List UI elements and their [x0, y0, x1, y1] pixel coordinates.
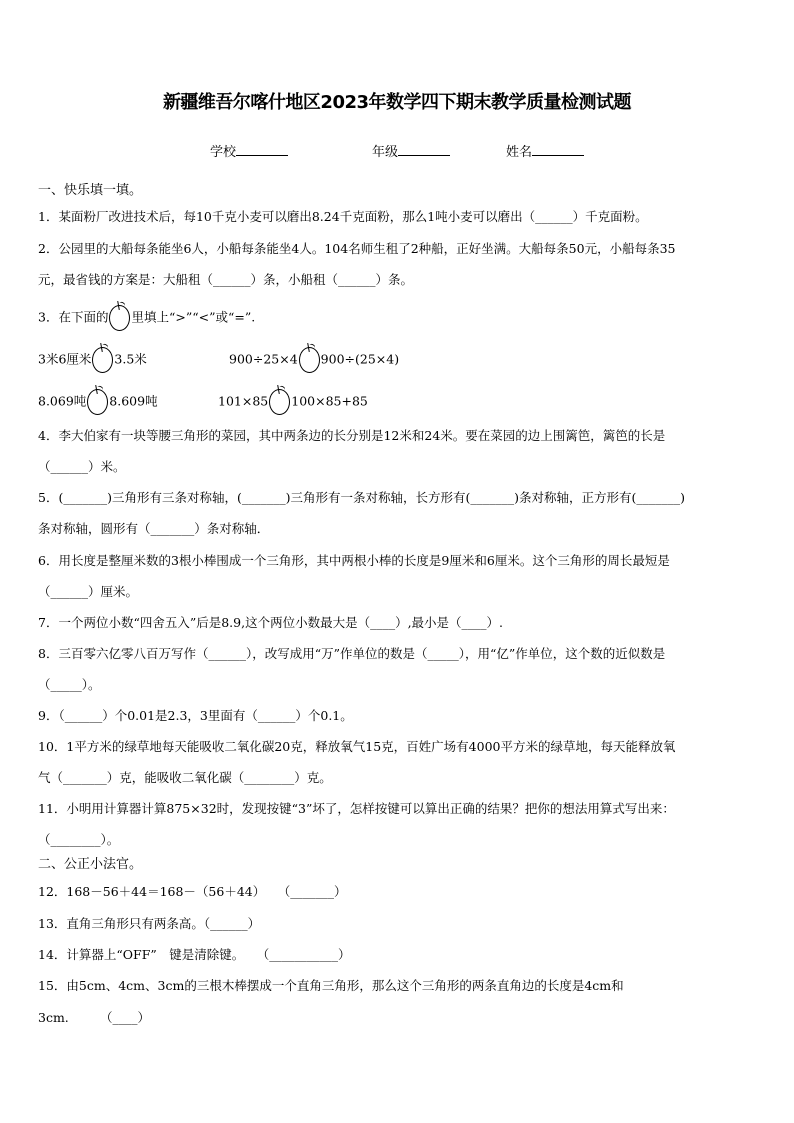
question-9: 9．（______）个0.01是2.3，3里面有（______）个0.1。 — [38, 708, 353, 723]
compare-circle-icon[interactable] — [269, 389, 290, 415]
section-1-heading: 一、快乐填一填。 — [38, 183, 143, 198]
question-2-line-2: 元，最省钱的方案是：大船租（______）条，小船租（______）条。 — [38, 272, 414, 287]
name-label: 姓名 — [506, 145, 533, 160]
q3-prompt-before: 3．在下面的 — [38, 309, 109, 325]
q3-d-left: 101×85 — [218, 393, 269, 409]
question-11-line-2: （________）。 — [38, 832, 120, 847]
question-5-line-1: 5．(_______)三角形有三条对称轴，(_______)三角形有一条对称轴，长方形有(_______)条对称轴，正方形有(_______) — [38, 490, 685, 505]
compare-circle-icon[interactable] — [92, 347, 113, 373]
q3-b-right: 900÷(25×4) — [320, 351, 400, 367]
compare-circle-icon[interactable] — [299, 347, 320, 373]
compare-circle-icon[interactable] — [87, 389, 108, 415]
question-4-line-1: 4．李大伯家有一块等腰三角形的菜园，其中两条边的长分别是12米和24米。要在菜园的边上围篱笆，篱笆的长是 — [38, 428, 666, 443]
question-3-prompt — [38, 305, 255, 331]
question-11-line-1: 11．小明用计算器计算875×32时，发现按键“3”坏了，怎样按键可以算出正确的结果？把你的想法用算式写出来： — [38, 801, 675, 816]
q3-d-right: 100×85+85 — [291, 393, 368, 409]
question-8-line-2: （_____）。 — [38, 677, 101, 692]
compare-circle-icon — [109, 305, 130, 331]
section-2-heading: 二、公正小法官。 — [38, 857, 143, 872]
question-13: 13．直角三角形只有两条高。（______） — [38, 916, 261, 931]
q3-c-right: 8.609吨 — [109, 393, 158, 409]
question-1: 1．某面粉厂改进技术后，每10千克小麦可以磨出8.24千克面粉，那么1吨小麦可以磨出（______）千克面粉。 — [38, 209, 648, 224]
grade-blank[interactable] — [398, 143, 450, 156]
grade-field — [372, 141, 450, 160]
name-blank[interactable] — [532, 143, 584, 156]
question-7: 7．一个两位小数“四舍五入”后是8.9,这个两位小数最大是（____）,最小是（____）. — [38, 615, 504, 630]
question-8-line-1: 8．三百零六亿零八百万写作（______），改写成用“万”作单位的数是（_____），用“亿”作单位，这个数的近似数是 — [38, 646, 666, 661]
name-field — [506, 141, 584, 160]
q3-a-left: 3米6厘米 — [38, 351, 92, 367]
question-15-line-2: 3cm. （____） — [38, 1010, 151, 1025]
grade-label: 年级 — [372, 145, 399, 160]
q3-a-right: 3.5米 — [114, 351, 147, 367]
question-5-line-2: 条对称轴，圆形有（_______）条对称轴． — [38, 521, 270, 536]
q3-item-a — [38, 347, 147, 373]
question-6-line-1: 6．用长度是整厘米数的3根小棒围成一个三角形，其中两根小棒的长度是9厘米和6厘米。这个三角形的周长最短是 — [38, 553, 670, 568]
question-4-line-2: （______）米。 — [38, 459, 126, 474]
school-blank[interactable] — [236, 143, 288, 156]
question-10-line-1: 10．1平方米的绿草地每天能吸收二氧化碳20克，释放氧气15克，百姓广场有4000平方米的绿草地，每天能释放氧 — [38, 739, 676, 754]
page-title: 新疆维吾尔喀什地区2023年数学四下期末教学质量检测试题 — [162, 92, 632, 113]
question-14: 14．计算器上“OFF” 键是清除键。 （___________） — [38, 947, 351, 962]
question-10-line-2: 气（_______）克，能吸收二氧化碳（________）克。 — [38, 770, 332, 785]
question-2-line-1: 2．公园里的大船每条能坐6人，小船每条能坐4人。104名师生租了2种船，正好坐满。大船每条50元，小船每条35 — [38, 241, 676, 256]
school-field — [210, 141, 288, 160]
q3-item-c — [38, 389, 158, 415]
q3-b-left: 900÷25×4 — [229, 351, 298, 367]
question-15-line-1: 15．由5cm、4cm、3cm的三根木棒摆成一个直角三角形，那么这个三角形的两条直角边的长度是4cm和 — [38, 978, 624, 993]
school-label: 学校 — [210, 145, 237, 160]
q3-prompt-after: 里填上“>”“<”或“=”. — [131, 309, 256, 325]
q3-item-b — [229, 347, 399, 373]
question-12: 12．168－56＋44＝168－（56＋44） （_______） — [38, 884, 347, 899]
question-6-line-2: （______）厘米。 — [38, 584, 139, 599]
q3-item-d — [218, 389, 368, 415]
q3-c-left: 8.069吨 — [38, 393, 87, 409]
